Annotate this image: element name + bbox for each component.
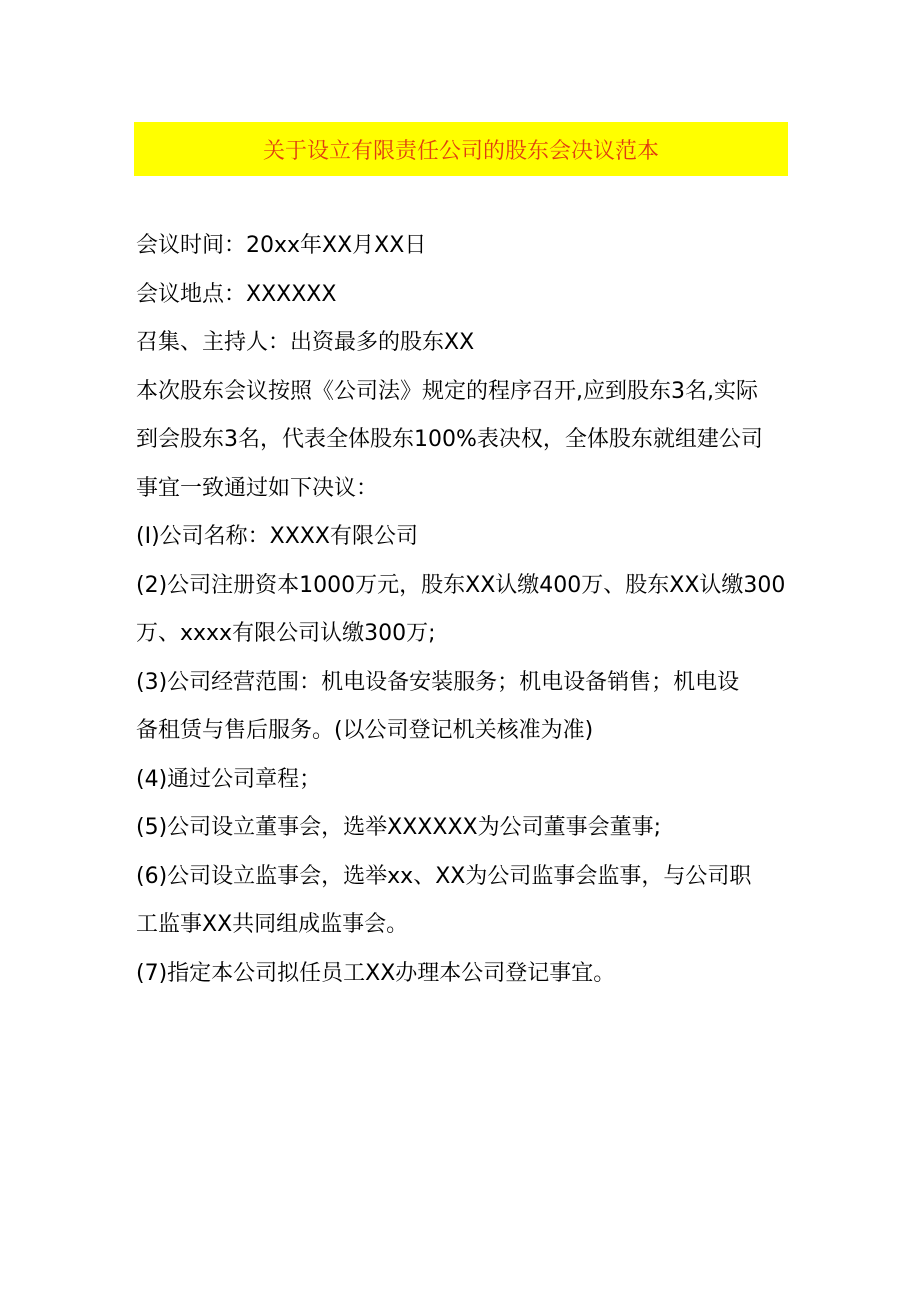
resolution-item-5: (5)公司设立董事会，选举XXXXXX为公司董事会董事; [136,815,662,840]
title-banner [134,122,788,176]
resolution-item-1: (I)公司名称：XXXX有限公司 [136,524,418,549]
resolution-item-6: (6)公司设立监事会，选举xx、XX为公司监事会监事，与公司职 [136,863,752,889]
intro-paragraph-line: 到会股东3名，代表全体股东100%表决权，全体股东就组建公司 [136,427,763,452]
resolution-item-2: (2)公司注册资本1000万元，股东XX认缴400万、股东XX认缴300 [136,572,786,598]
intro-paragraph-line: 本次股东会议按照《公司法》规定的程序召开,应到股东3名,实际 [136,378,758,404]
resolution-item-2-cont: 万、xxxx有限公司认缴300万; [136,621,436,646]
meeting-place-line: 会议地点：XXXXXX [136,281,337,307]
intro-paragraph-line: 事宜一致通过如下决议： [136,475,379,501]
resolution-item-6-cont: 工监事XX共同组成监事会。 [136,912,409,937]
resolution-item-4: (4)通过公司章程； [136,766,322,792]
resolution-item-3: (3)公司经营范围：机电设备安装服务；机电设备销售；机电设 [136,669,740,695]
document-title: 关于设立有限责任公司的股东会决议范本 [262,138,659,164]
resolution-body [136,222,792,998]
meeting-time-line: 会议时间：20xx年XX月XX日 [136,233,427,258]
convener-line: 召集、主持人：出资最多的股东XX [136,330,475,355]
resolution-item-3-cont: 备租赁与售后服务。(以公司登记机关核准为准) [136,718,594,743]
resolution-item-7: (7)指定本公司拟任员工XX办理本公司登记事宜。 [136,960,616,986]
